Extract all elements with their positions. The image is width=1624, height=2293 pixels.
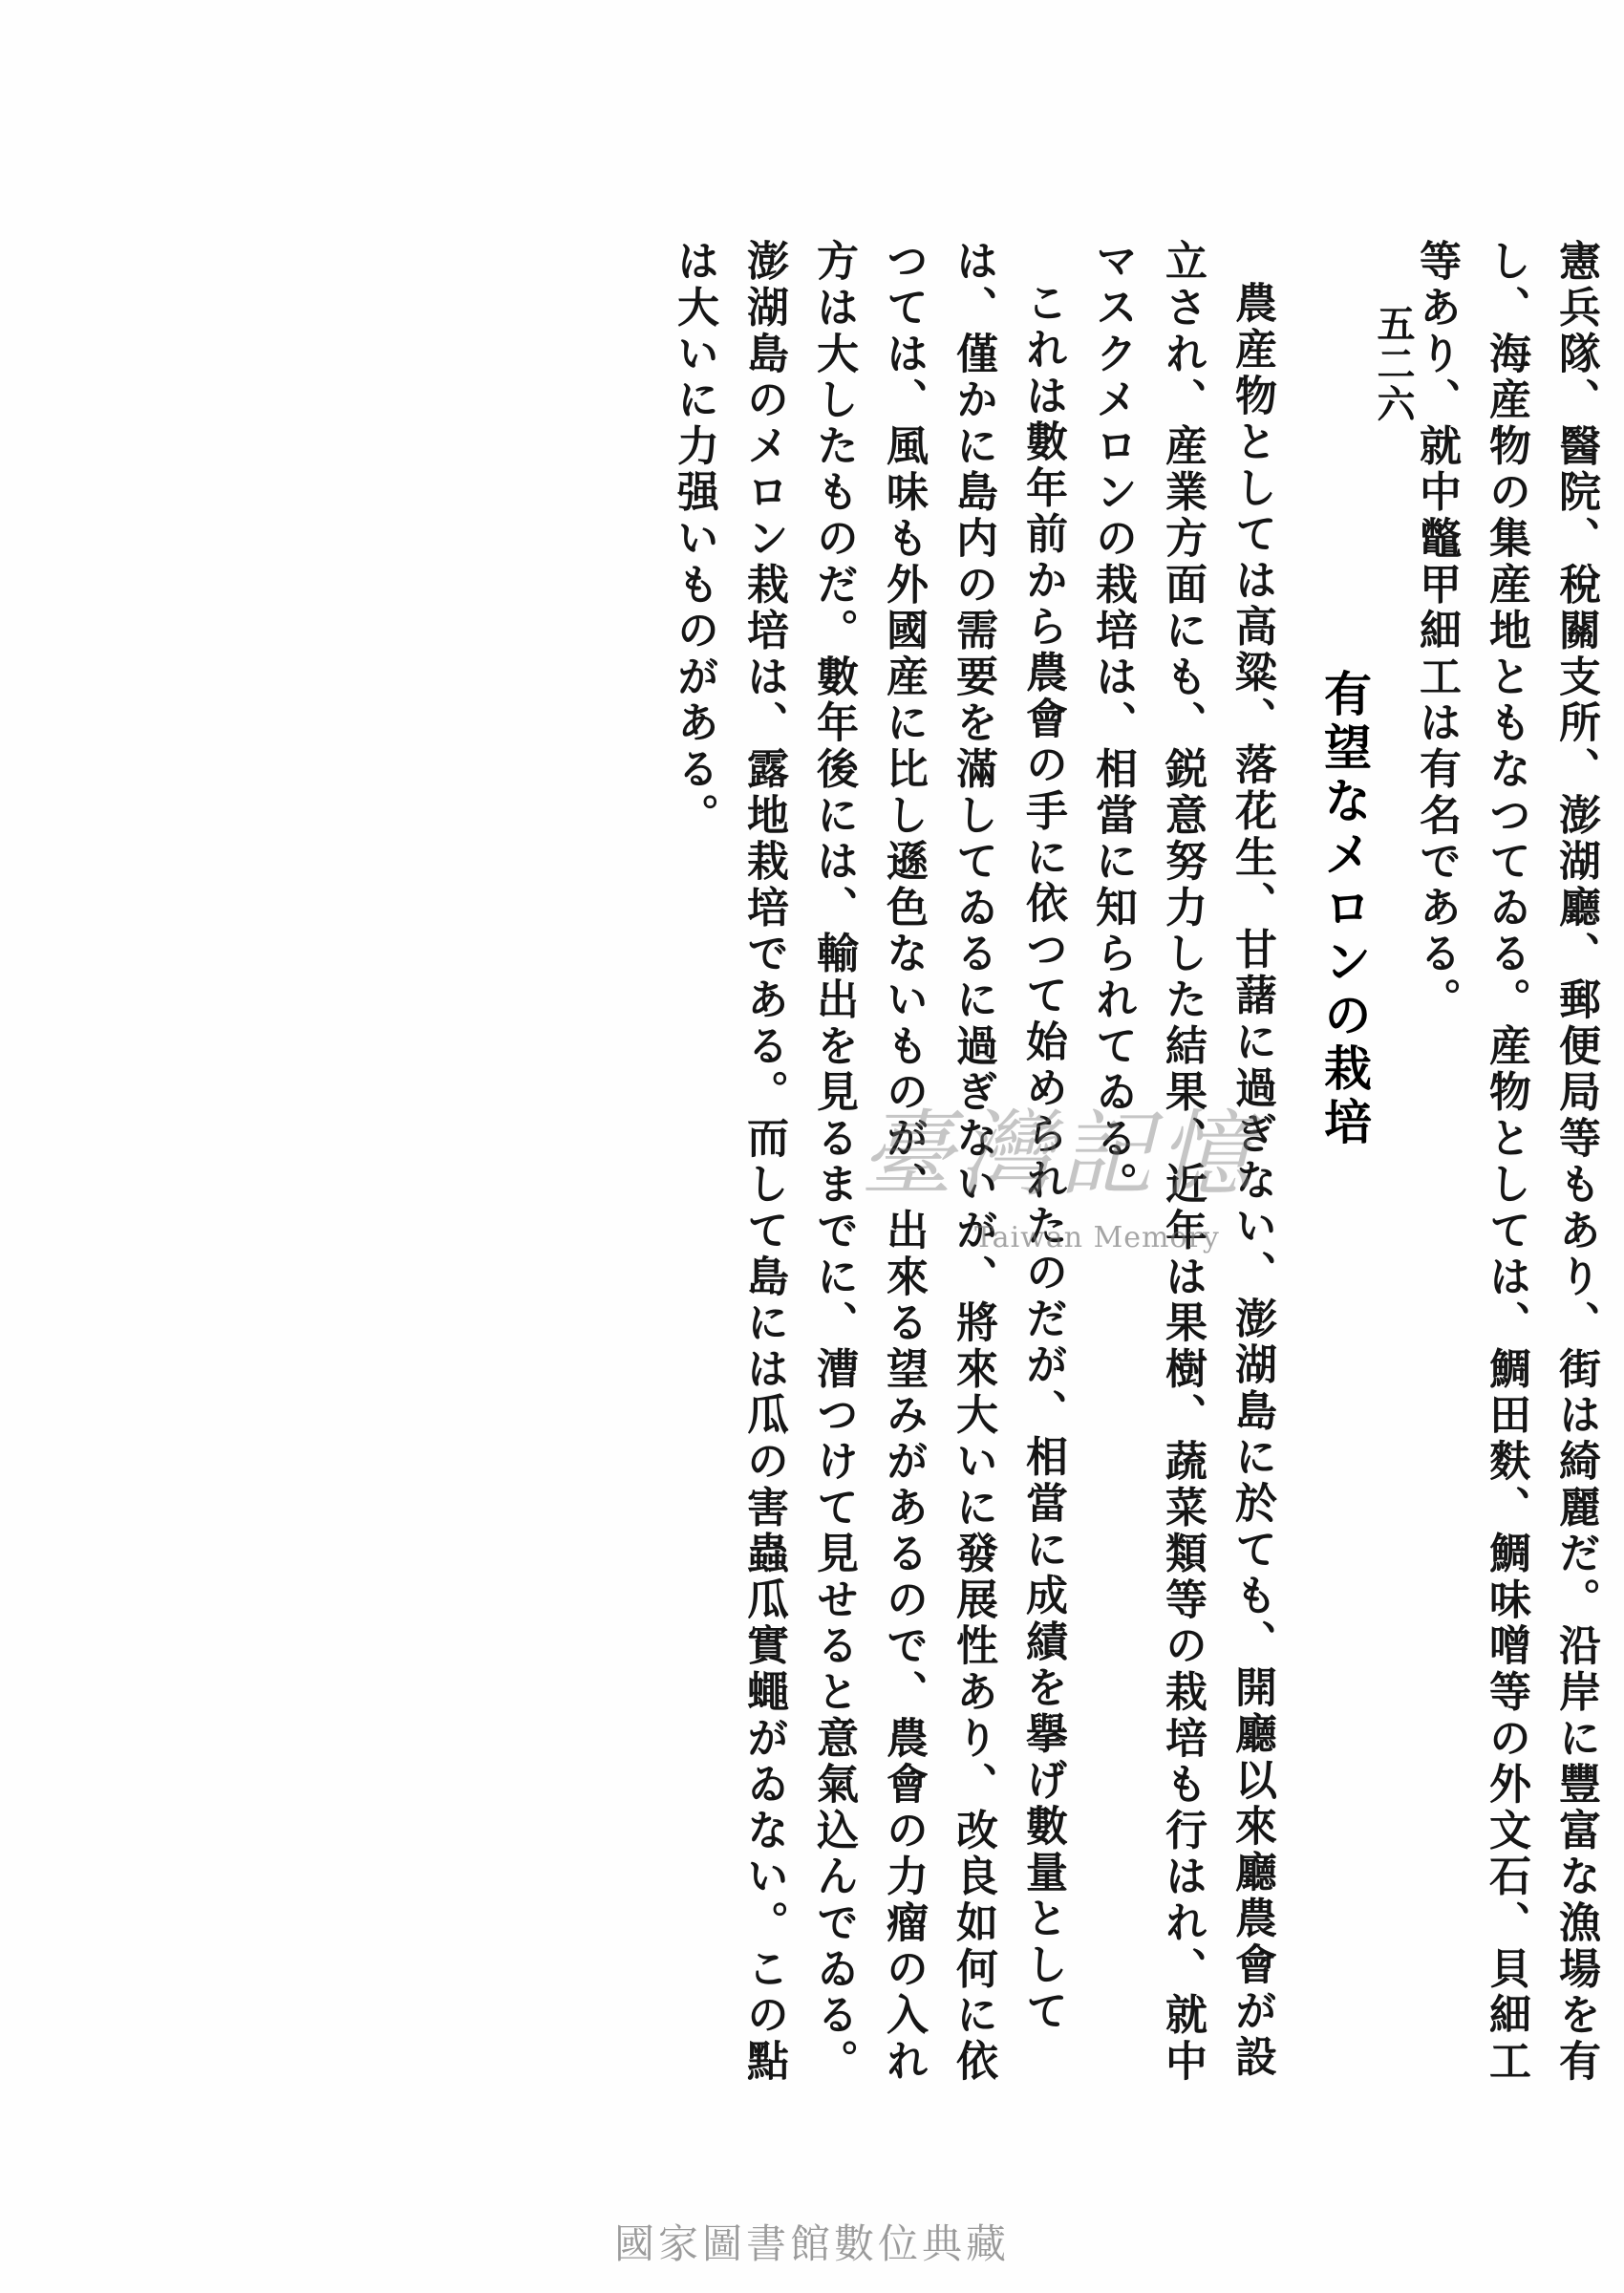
paragraph-agriculture: 農産物としては高粱、落花生、甘藷に過ぎない、澎湖島に於ても、開廳以來廳農會が設立され、産業方面にも、鋭意努力した結果、近年は果樹、蔬菜類等の栽培も行はれ、就中マスクメロンの栽培は、相當に知られてゐる。	[1088, 239, 1276, 2085]
vertical-text-body	[659, 239, 1611, 2092]
paragraph-open-field-cultivation: 澎湖島のメロン栽培は、露地栽培である。而して島には瓜の害蟲瓜實蠅がゐない。この點は大いに力强いものがある。	[670, 239, 788, 2085]
page-number: 五二六	[1371, 304, 1416, 424]
paragraph-melon-history: これは數年前から農會の手に依つて始められたのだが、相當に成績を擧げ數量としては、僅かに島内の需要を滿してゐるに過ぎないが、將來大いに發展性あり、改良如何に依つては、風味も外國産に比し遜色ないものが、出來る望みがあるので、農會の力瘤の入れ方は大したものだ。數年後には、輸出を見るまでに、漕つけて見せると意氣込んでゐる。	[809, 239, 1067, 2085]
section-heading: 有望なメロンの栽培	[1316, 669, 1372, 1150]
watermark-chinese-text: 臺灣記憶	[860, 1101, 1258, 1210]
paragraph-town-facilities: 憲兵隊、醫院、稅關支所、澎湖廳、郵便局等もあり、街は綺麗だ。沿岸に豐富な漁場を有し、海産物の集産地ともなつてゐる。産物としては、鯛田麩、鯛味噌等の外文石、貝細工等あり、就中鼈甲細工は有名である。	[1412, 239, 1600, 2085]
watermark-english-text: Taiwan Memory	[974, 1221, 1220, 1254]
library-footer: 國家圖書館數位典藏	[613, 2220, 1010, 2267]
